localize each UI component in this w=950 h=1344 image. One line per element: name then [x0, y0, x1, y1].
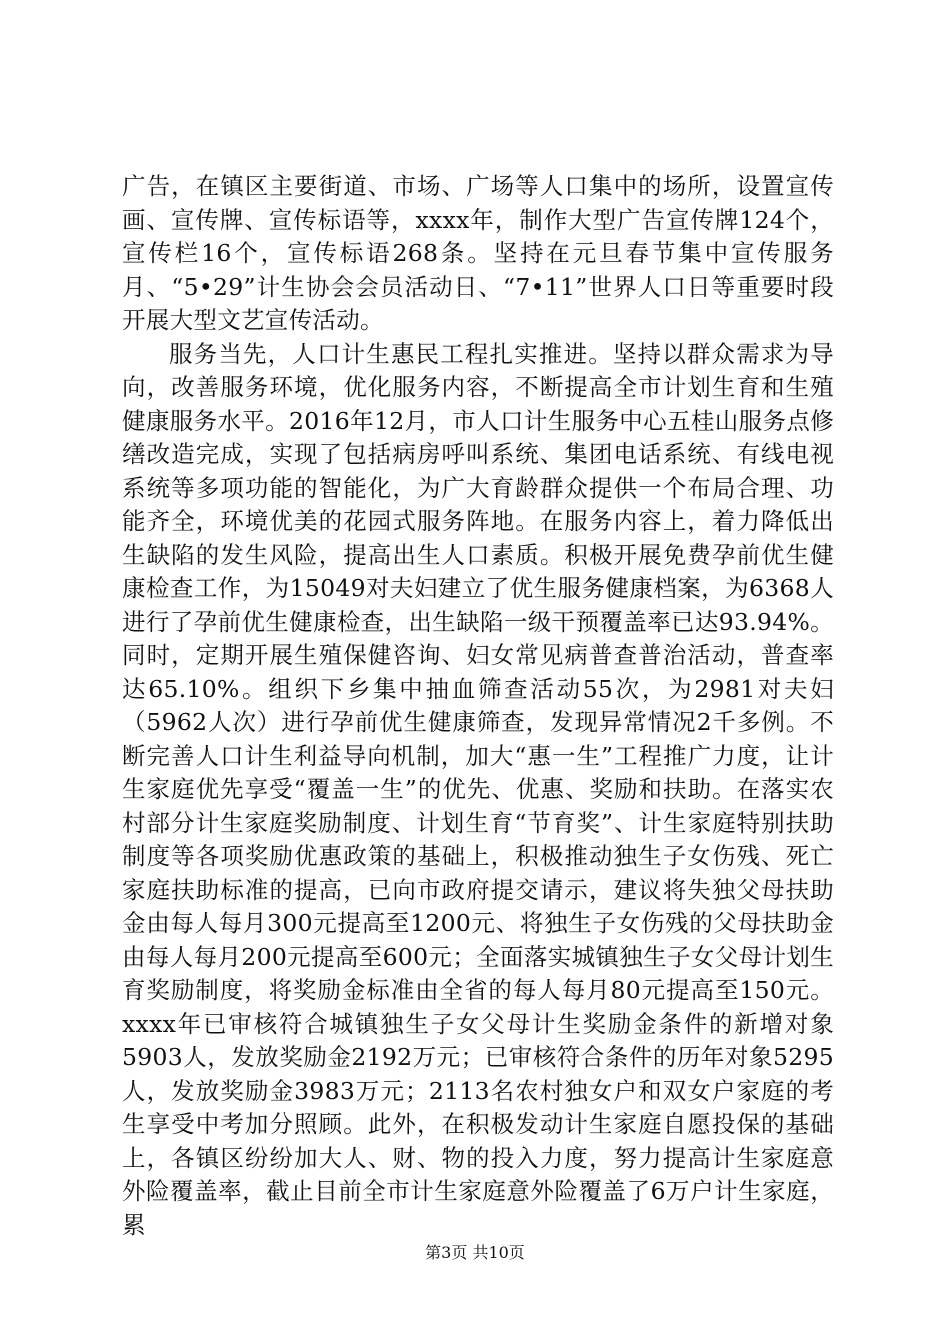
paragraph-service: 服务当先，人口计生惠民工程扎实推进。坚持以群众需求为导向，改善服务环境，优化服务内容，不断提高全市计划生育和生殖健康服务水平。2016年12月，市人口计生服务中心五桂山服务点修缮改造完成，实现了包括病房呼叫系统、集团电话系统、有线电视系统等多项功能的智能化，为广大育龄群众提供一个布局合理、功能齐全，环境优美的花园式服务阵地。在服务内容上，着力降低出生缺陷的发生风险，提高出生人口素质。积极开展免费孕前优生健康检查工作，为15049对夫妇建立了优生服务健康档案，为6368人进行了孕前优生健康检查，出生缺陷一级干预覆盖率已达93.94%。同时，定期开展生殖保健咨询、妇女常见病普查普治活动，普查率达65.10%。组织下乡集中抽血筛查活动55次，为2981对夫妇（5962人次）进行孕前优生健康筛查，发现异常情况2千多例。不断完善人口计生利益导向机制，加大“惠一生”工程推广力度，让计生家庭优先享受“覆盖一生”的优先、优惠、奖励和扶助。在落实农村部分计生家庭奖励制度、计划生育“节育奖”、计生家庭特别扶助制度等各项奖励优惠政策的基础上，积极推动独生子女伤残、死亡家庭扶助标准的提高，已向市政府提交请示，建议将失独父母扶助金由每人每月300元提高至1200元、将独生子女伤残的父母扶助金由每人每月200元提高至600元；全面落实城镇独生子女父母计划生育奖励制度，将奖励金标准由全省的每人每月80元提高至150元。xxxx年已审核符合城镇独生子女父母计生奖励金条件的新增对象5903人，发放奖励金2192万元；已审核符合条件的历年对象5295人，发放奖励金3983万元；2113名农村独女户和双女户家庭的考生享受中考加分照顾。此外，在积极发动计生家庭自愿投保的基础上，各镇区纷纷加大人、财、物的投入力度，努力提高计生家庭意外险覆盖率，截止目前全市计生家庭意外险覆盖了6万户计生家庭，累: [122, 339, 834, 1239]
paragraph-continuation: 广告，在镇区主要街道、市场、广场等人口集中的场所，设置宣传画、宣传牌、宣传标语等，xxxx年，制作大型广告宣传牌124个，宣传栏16个，宣传标语268条。坚持在元旦春节集中宣传服务月、“5•29”计生协会会员活动日、“7•11”世界人口日等重要时段开展大型文艺宣传活动。: [122, 172, 834, 334]
document-body: [122, 170, 834, 1242]
page-footer: 第3页 共10页: [425, 1243, 525, 1262]
